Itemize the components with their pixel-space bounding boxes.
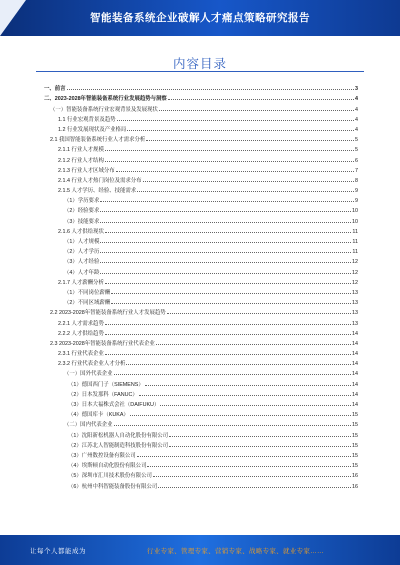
toc-leader-dots (169, 436, 351, 437)
toc-entry-label: 2.3.1 行业代表企业 (58, 351, 104, 358)
toc-entry[interactable] (44, 479, 358, 489)
toc-heading: 内容目录 (172, 57, 227, 71)
toc-entry-label: 2.2 2023-2028年智能装备系统行业人才发展趋势 (50, 310, 166, 317)
toc-entry-label: （2）经验要求 (64, 208, 100, 215)
toc-entry-label: （3）技能要求 (64, 218, 100, 225)
toc-entry-page: 12 (352, 269, 358, 276)
toc-leader-dots (100, 242, 351, 243)
toc-leader-dots (105, 283, 351, 284)
toc-entry-page: 16 (352, 473, 358, 480)
toc-entry[interactable] (44, 296, 358, 306)
toc-leader-dots (105, 150, 354, 151)
toc-entry[interactable] (44, 184, 358, 194)
toc-leader-dots (167, 313, 351, 314)
toc-entry[interactable] (44, 449, 358, 459)
toc-entry-page: 15 (352, 412, 358, 419)
toc-entry[interactable] (44, 153, 358, 163)
toc-entry-label: （1）不同岗位薪酬 (64, 289, 111, 296)
toc-entry-label: （4）德国库卡（KUKA） (68, 412, 129, 419)
toc-entry-label: （2）日本发那科（FANUC） (68, 391, 138, 398)
toc-leader-dots (139, 395, 351, 396)
toc-entry[interactable] (44, 337, 358, 347)
toc-entry[interactable] (44, 225, 358, 235)
toc-entry-page: 14 (352, 381, 358, 388)
toc-entry-label: （2）江苏北人智能制造科技股份有限公司 (68, 442, 169, 449)
toc-entry[interactable] (44, 418, 358, 428)
toc-entry-label: 1.1 行业宏观背景及趋势 (58, 116, 116, 123)
toc-entry[interactable] (44, 133, 358, 143)
toc-entry-label: （二）国内代表企业 (64, 422, 113, 429)
toc-entry[interactable] (44, 214, 358, 224)
toc-entry-label: （1）人才规模 (64, 239, 100, 245)
toc-entry[interactable] (44, 286, 358, 296)
toc-entry-page: 14 (352, 340, 358, 347)
toc-entry-label: 2.1.7 人才薪酬分析 (58, 279, 104, 286)
toc-entry[interactable] (44, 306, 358, 316)
toc-entry[interactable] (44, 377, 358, 387)
toc-leader-dots (100, 201, 354, 202)
toc-entry-label: 2.1.3 行业人才区域分布 (58, 167, 115, 174)
toc-leader-dots (117, 120, 354, 121)
toc-entry-label: 2.1.5 人才学历、经验、技能需求 (58, 188, 137, 195)
toc-leader-dots (137, 191, 354, 192)
toc-entry-label: 二、2023-2028年智能装备系统行业发展趋势与洞察 (44, 96, 167, 103)
toc-entry[interactable] (44, 265, 358, 275)
toc-leader-dots (114, 425, 351, 426)
toc-entry-page: 10 (352, 208, 358, 215)
toc-entry[interactable] (44, 398, 358, 408)
toc-entry[interactable] (44, 327, 358, 337)
toc-entry-label: （1）学历要求 (64, 198, 100, 205)
toc-entry-label: （1）沈阳新松机器人自动化股份有限公司 (68, 432, 169, 439)
toc-entry[interactable] (44, 276, 358, 286)
toc-leader-dots (126, 364, 351, 365)
toc-leader-dots (100, 211, 351, 212)
toc-entry[interactable] (44, 235, 358, 245)
toc-entry-label: 2.3.2 行业代表企业人才分析 (58, 361, 126, 368)
toc-entry[interactable] (44, 357, 358, 367)
toc-leader-dots (111, 293, 351, 294)
toc-entry-page: 5 (355, 147, 358, 154)
toc-entry-label: 2.1.1 行业人才规模 (58, 147, 104, 154)
toc-leader-dots (156, 344, 351, 345)
toc-leader-dots (105, 354, 351, 355)
toc-entry[interactable] (44, 469, 358, 479)
toc-entry-page: 15 (352, 442, 358, 449)
toc-entry-page: 13 (352, 300, 358, 307)
toc-entry-page: 5 (355, 137, 358, 144)
toc-leader-dots (168, 99, 354, 100)
toc-entry-page: 15 (352, 432, 358, 439)
toc-entry-page: 11 (352, 239, 358, 245)
toc-entry-page: 15 (352, 463, 358, 470)
toc-entry[interactable] (44, 388, 358, 398)
toc-entry-page: 7 (355, 167, 358, 174)
toc-leader-dots (127, 130, 354, 131)
footer-slogan: 让每个人都能成为 (30, 548, 86, 555)
toc-leader-dots (105, 334, 351, 335)
toc-leader-dots (130, 415, 351, 416)
toc-leader-dots (146, 140, 354, 141)
toc-entry-label: 1.2 行业发展现状及产业格局 (58, 126, 127, 133)
toc-leader-dots (116, 171, 354, 172)
toc-entry-label: 2.2.1 人才需求趋势 (58, 320, 104, 327)
toc-entry-label: （6）杭州中科智能装备股份有限公司 (68, 483, 158, 490)
toc-leader-dots (169, 446, 351, 447)
toc-leader-dots (159, 110, 354, 111)
toc-entry-page: 9 (355, 188, 358, 195)
toc-leader-dots (67, 89, 354, 90)
toc-entry-page: 11 (352, 249, 358, 256)
toc-entry-page: 12 (352, 259, 358, 266)
toc-entry[interactable] (44, 408, 358, 418)
toc-entry-page: 4 (355, 96, 358, 103)
toc-entry-page: 14 (352, 402, 358, 408)
toc-leader-dots (100, 222, 351, 223)
toc-leader-dots (147, 466, 351, 467)
toc-entry-page: 14 (352, 361, 358, 368)
toc-leader-dots (160, 405, 351, 406)
toc-entry-page: 16 (352, 483, 358, 490)
toc-entry-label: （3）广州数控设备有限公司 (68, 452, 136, 459)
toc-leader-dots (137, 456, 351, 457)
toc-entry-page: 15 (352, 422, 358, 429)
toc-entry[interactable] (44, 164, 358, 174)
toc-entry[interactable] (44, 367, 358, 377)
toc-leader-dots (105, 324, 351, 325)
toc-entry-label: （4）人才年龄 (64, 269, 100, 276)
toc-entry-page: 6 (355, 157, 358, 164)
toc-leader-dots (100, 262, 351, 263)
toc-entry[interactable] (44, 194, 358, 204)
toc-entry-label: （2）不同区域薪酬 (64, 300, 111, 307)
toc-entry-label: （3）日本大福株式会社（DAIFUKU） (68, 402, 160, 408)
toc-entry[interactable] (44, 204, 358, 214)
toc-entry-label: （3）人才经验 (64, 259, 100, 266)
toc-leader-dots (143, 181, 354, 182)
toc-entry-page: 10 (352, 218, 358, 225)
toc-entry-page: 14 (352, 330, 358, 337)
toc-leader-dots (100, 273, 351, 274)
toc-entry-label: （一）智能装备系统行业宏观背景及发展现状 (50, 106, 158, 113)
toc-entry-label: 2.1.6 人才供给现状 (58, 228, 104, 235)
toc-entry-label: 2.1 我国智能装备系统行业人才需求分析 (50, 137, 146, 144)
toc-entry-label: 2.3 2023-2028年智能装备系统行业代表企业 (50, 340, 155, 347)
toc-entry-page: 14 (352, 351, 358, 358)
toc-entry-page: 13 (352, 289, 358, 296)
toc-leader-dots (158, 487, 351, 488)
footer-roles (147, 546, 324, 555)
toc-entry[interactable] (44, 92, 358, 102)
toc-entry-page: 8 (355, 177, 358, 184)
toc-entry-page: 13 (352, 320, 358, 327)
toc-entry[interactable] (44, 245, 358, 255)
toc-entry-page: 3 (355, 86, 358, 93)
toc-leader-dots (100, 252, 351, 253)
toc-entry[interactable] (44, 459, 358, 469)
toc-entry-label: （5）深圳市汇川技术股份有限公司 (68, 473, 152, 480)
toc-entry[interactable] (44, 113, 358, 123)
toc-entry-page: 14 (352, 391, 358, 398)
toc-entry-label: （4）埃斯顿自动化股份有限公司 (68, 463, 147, 470)
toc-leader-dots (153, 476, 351, 477)
footer-banner (0, 535, 400, 565)
toc-leader-dots (145, 385, 351, 386)
toc-entry-page: 11 (352, 228, 358, 235)
toc-entry[interactable] (44, 82, 358, 92)
toc-entry[interactable] (44, 143, 358, 153)
toc-entry-page: 4 (355, 106, 358, 113)
report-header-banner (0, 0, 400, 36)
toc-entry-page: 13 (352, 310, 358, 317)
toc-entry-label: 2.2.2 人才供给趋势 (58, 330, 104, 337)
table-of-contents (44, 82, 358, 490)
toc-entry-label: 一、前言 (44, 86, 66, 93)
toc-entry[interactable] (44, 428, 358, 438)
toc-entry[interactable] (44, 316, 358, 326)
toc-entry[interactable] (44, 255, 358, 265)
toc-entry[interactable] (44, 102, 358, 112)
toc-entry-page: 15 (352, 452, 358, 459)
toc-leader-dots (105, 232, 352, 233)
toc-entry-label: （一）国外代表企业 (64, 371, 113, 378)
toc-entry-label: 2.1.2 行业人才结构 (58, 157, 104, 164)
toc-entry[interactable] (44, 174, 358, 184)
toc-entry-label: （1）德国西门子（SIEMENS） (68, 381, 144, 388)
toc-leader-dots (105, 161, 354, 162)
toc-entry[interactable] (44, 439, 358, 449)
toc-entry-page: 14 (352, 371, 358, 378)
report-title: 智能装备系统企业破解人才痛点策略研究报告 (90, 12, 310, 24)
toc-entry-page: 4 (355, 116, 358, 123)
toc-entry-page: 4 (355, 126, 358, 133)
toc-entry-page: 12 (352, 279, 358, 286)
toc-entry[interactable] (44, 123, 358, 133)
toc-entry[interactable] (44, 347, 358, 357)
toc-leader-dots (114, 374, 351, 375)
toc-heading-divider (36, 71, 364, 72)
toc-entry-label: （2）人才学历 (64, 249, 100, 256)
toc-leader-dots (111, 303, 351, 304)
footer-roles-text: 行业专家、管理专家、营销专家、战略专家、就业专家…… (147, 548, 324, 555)
toc-entry-label: 2.1.4 行业人才热门岗位及需求分布 (58, 177, 142, 184)
toc-entry-page: 9 (355, 198, 358, 205)
